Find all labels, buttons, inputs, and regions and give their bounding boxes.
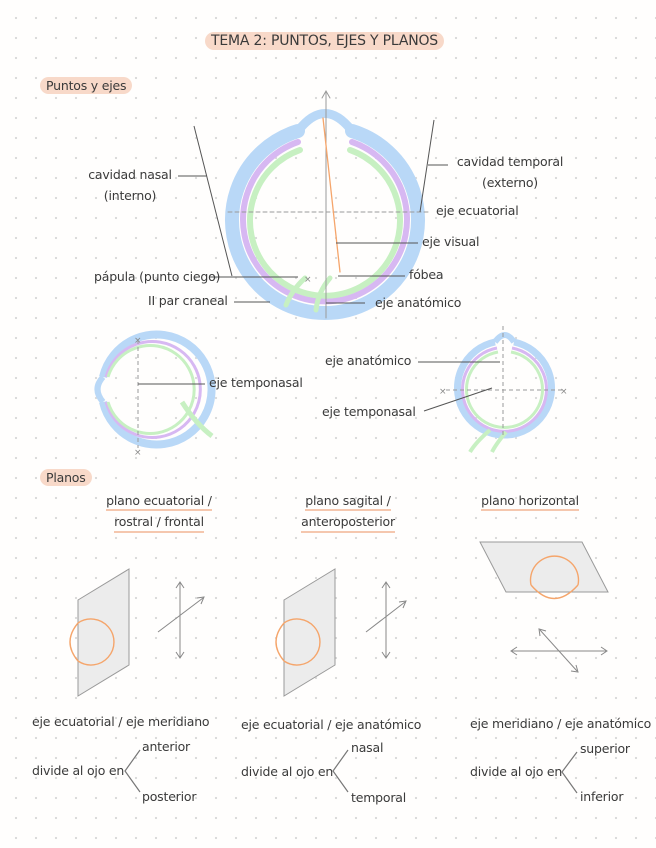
plane-2-title: plano sagital / anteroposterior (288, 494, 408, 533)
plane-equatorial-drawing (70, 569, 204, 696)
large-eye-diagram (228, 91, 430, 318)
label-ii-par-craneal: II par craneal (148, 293, 228, 308)
plane-1-title: plano ecuatorial / rostral / frontal (95, 494, 223, 533)
plane-3-part1: superior (580, 741, 630, 756)
svg-text:×: × (560, 387, 568, 397)
section-heading-puntos: Puntos y ejes (40, 79, 132, 93)
svg-text:×: × (439, 387, 447, 397)
page-title: TEMA 2: PUNTOS, EJES Y PLANOS (205, 33, 444, 49)
plane-1-part2: posterior (142, 789, 197, 804)
label-small-right-temponasal: eje temponasal (322, 404, 416, 419)
plane-1-part1: anterior (142, 739, 190, 754)
plane-3-title: plano horizontal (475, 494, 585, 508)
plane-2-part1: nasal (351, 740, 384, 755)
plane-sagittal-drawing (276, 569, 406, 696)
retina-layer (250, 150, 400, 296)
label-eje-anatomico: eje anatómico (375, 295, 462, 310)
plane-1-axes: eje ecuatorial / eje meridiano (32, 714, 210, 729)
plane-3-axes: eje meridiano / eje anatómico (470, 716, 652, 731)
plane-2-divide: divide al ojo en (241, 764, 334, 779)
section-heading-planos: Planos (40, 471, 92, 485)
svg-text:×: × (134, 448, 142, 458)
blind-spot-mark: × (304, 275, 312, 285)
small-eye-right (418, 326, 568, 452)
label-papula: pápula (punto ciego) (94, 269, 221, 284)
plane-3-part2: inferior (580, 789, 624, 804)
plane-2-part2: temporal (351, 790, 407, 805)
label-small-right-anatomico: eje anatómico (325, 353, 412, 368)
choroid-layer (243, 142, 407, 301)
label-small-left-temponasal: eje temponasal (209, 375, 303, 390)
small-eye-left (98, 334, 213, 458)
plane-horizontal-drawing (480, 542, 608, 672)
cornea (298, 114, 352, 132)
label-eje-visual: eje visual (422, 234, 480, 249)
label-cavidad-temporal: cavidad temporal (externo) (456, 154, 564, 191)
label-eje-ecuatorial: eje ecuatorial (436, 203, 519, 218)
plane-1-divide: divide al ojo en (32, 763, 125, 778)
label-fobea: fóbea (409, 267, 444, 282)
plane-3-divide: divide al ojo en (470, 764, 563, 779)
label-cavidad-nasal: cavidad nasal (interno) (88, 167, 172, 204)
svg-text:×: × (134, 336, 142, 346)
plane-2-axes: eje ecuatorial / eje anatómico (241, 717, 422, 732)
